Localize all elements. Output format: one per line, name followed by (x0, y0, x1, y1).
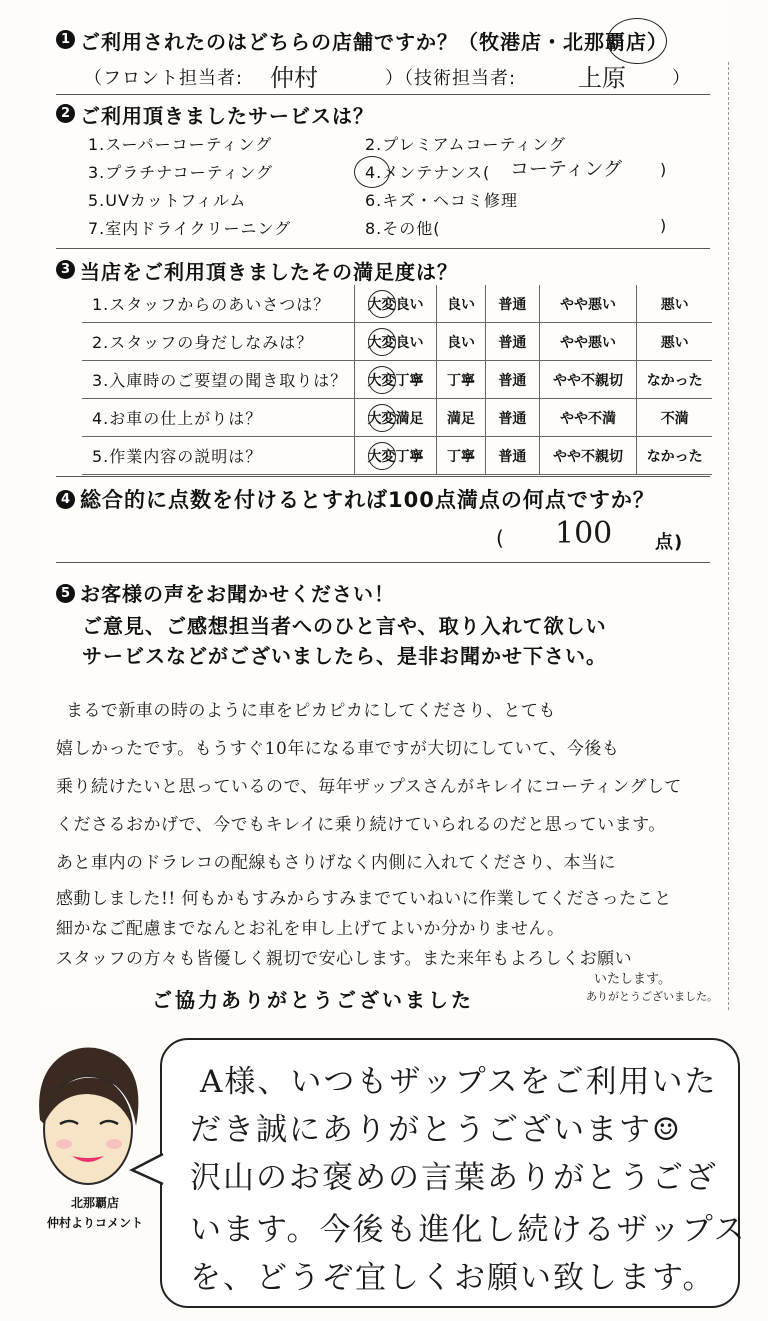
rating-question: 2.スタッフの身だしなみは？ (82, 323, 355, 361)
rating-option: 丁寧 (436, 361, 485, 399)
staff-reply-line: います。今後も進化し続けるザップス (190, 1212, 747, 1248)
cut-line (728, 62, 729, 1010)
other-close: ) (660, 216, 668, 235)
thanks-message: ご協力ありがとうございました (152, 988, 474, 1012)
question-3-text: 当店をご利用頂きましたその満足度は？ (80, 260, 458, 284)
staff-store: 北那覇店 (70, 1196, 119, 1210)
rating-option-selected: 大変満足 (355, 399, 437, 437)
question-2-text: ご利用頂きましたサービスは？ (80, 104, 374, 128)
table-row (82, 437, 712, 475)
table-row (82, 323, 712, 361)
staff-reply-line: を、どうぞ宜しくお願い致します。 (190, 1260, 716, 1296)
front-staff-label: （フロント担当者: (84, 68, 244, 89)
question-2-number: 2 (56, 104, 75, 123)
rating-option: 不満 (637, 399, 712, 437)
service-option: 2.プレミアムコーティング (365, 135, 566, 154)
rating-option: なかった (637, 361, 712, 399)
question-4-number: 4 (56, 490, 75, 509)
divider (56, 94, 710, 95)
tech-staff-label: ）（技術担当者: (385, 68, 517, 89)
customer-comment-line: まるで新車の時のように車をピカピカにしてくださり、とても (66, 701, 556, 721)
rating-option: 普通 (486, 437, 539, 475)
rating-question: 1.スタッフからのあいさつは？ (82, 285, 355, 323)
bubble-tail (128, 1150, 164, 1190)
rating-option: なかった (637, 437, 712, 475)
service-option: 5.UVカットフィルム (88, 191, 247, 210)
question-5-text: ご意見、ご感想担当者へのひと言や、取り入れて欲しい (82, 614, 607, 638)
question-1-text: ご利用されたのはどちらの店舗ですか？（牧港店・北那覇店） (80, 30, 668, 54)
rating-option: 普通 (486, 285, 539, 323)
customer-comment-line: あと車内のドラレコの配線もさりげなく内側に入れてくださり、本当に (56, 853, 616, 873)
satisfaction-table (82, 285, 712, 475)
tech-staff-value: 上原 (578, 64, 626, 92)
comment-tail: ありがとうございました。 (586, 990, 718, 1003)
table-row (82, 399, 712, 437)
service-option: 8.その他( (365, 219, 441, 238)
staff-reply-line: 沢山のお褒めの言葉ありがとうござ (190, 1160, 718, 1196)
customer-comment-line: 乗り続けたいと思っているので、毎年ザップスさんがキレイにコーティングして (56, 777, 682, 797)
customer-comment-line: 細かなご配慮までなんとお礼を申し上げてよいか分かりません。 (56, 919, 565, 939)
score-unit: 点) (655, 532, 684, 553)
service-option: 3.プラチナコーティング (88, 163, 274, 182)
rating-option-selected: 大変丁寧 (355, 361, 437, 399)
rating-option: やや不親切 (539, 437, 637, 475)
maintenance-note: コーティング (510, 158, 623, 180)
rating-question: 4.お車の仕上がりは？ (82, 399, 355, 437)
staff-reply-line: だき誠にありがとうございます☺ (190, 1112, 682, 1148)
rating-option: 普通 (486, 323, 539, 361)
rating-option: 満足 (436, 399, 485, 437)
rating-option: 良い (436, 323, 485, 361)
question-5-text: お客様の声をお聞かせください！ (80, 582, 395, 606)
rating-option-selected: 大変丁寧 (355, 437, 437, 475)
service-option: 6.キズ・ヘコミ修理 (365, 191, 518, 210)
customer-comment-line: 感動しました!! 何もかもすみからすみまでていねいに作業してくださったこと (56, 889, 672, 909)
rating-option: やや不満 (539, 399, 637, 437)
score-open-paren: ( (496, 526, 505, 550)
question-4-text: 総合的に点数を付けるとすれば100点満点の何点ですか？ (80, 488, 655, 512)
maintenance-close: ) (660, 160, 668, 179)
rating-option: 悪い (637, 323, 712, 361)
divider (56, 248, 710, 249)
rating-option: 普通 (486, 361, 539, 399)
customer-comment-line: スタッフの方々も皆優しく親切で安心します。また来年もよろしくお願い (56, 949, 633, 969)
tech-staff-close: ） (672, 68, 691, 89)
rating-question: 5.作業内容の説明は？ (82, 437, 355, 475)
rating-option: 普通 (486, 399, 539, 437)
question-3-number: 3 (56, 260, 75, 279)
divider (56, 476, 710, 477)
question-5-text: サービスなどがございましたら、是非お聞かせ下さい。 (82, 644, 607, 668)
service-option: 1.スーパーコーティング (88, 135, 273, 154)
rating-question: 3.入庫時のご要望の聞き取りは？ (82, 361, 355, 399)
divider (56, 562, 710, 563)
rating-option-selected: 大変良い (355, 323, 437, 361)
question-1-number: 1 (56, 30, 75, 49)
rating-option-selected: 大変良い (355, 285, 437, 323)
front-staff-value: 仲村 (270, 64, 318, 92)
question-5-number: 5 (56, 584, 75, 603)
score-value: 100 (555, 516, 613, 551)
customer-comment-line: 嬉しかったです。もうすぐ10年になる車ですが大切にしていて、今後も (56, 739, 620, 759)
service-option-maintenance: 4.メンテナンス( (365, 163, 491, 182)
service-selection-circle (354, 156, 390, 188)
rating-option: 丁寧 (436, 437, 485, 475)
table-row (82, 285, 712, 323)
staff-reply-line: A様、いつもザップスをご利用いた (200, 1064, 718, 1100)
rating-option: やや悪い (539, 285, 637, 323)
staff-comment-from: 仲村よりコメント (46, 1216, 143, 1230)
rating-option: やや不親切 (539, 361, 637, 399)
rating-option: 悪い (637, 285, 712, 323)
rating-option: やや悪い (539, 323, 637, 361)
customer-comment-line: くださるおかげで、今でもキレイに乗り続けていられるのだと思っています。 (56, 815, 666, 835)
table-row (82, 361, 712, 399)
rating-option: 良い (436, 285, 485, 323)
comment-tail: いたします。 (594, 972, 671, 987)
service-option: 7.室内ドライクリーニング (88, 219, 292, 238)
